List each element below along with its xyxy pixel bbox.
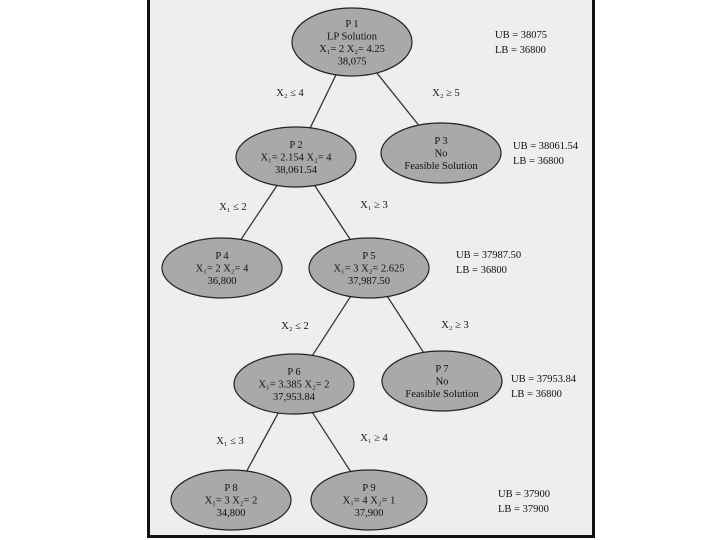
node-p5 <box>309 238 429 298</box>
node-text: LP Solution <box>326 31 378 43</box>
node-p2 <box>236 127 356 187</box>
node-text: 36,800 <box>207 276 237 287</box>
branch-constraint-label: X₁ ≤ 3 <box>216 436 244 447</box>
branch-constraint-label: X₁ ≤ 2 <box>219 202 247 213</box>
lower-bound-label: LB = 36800 <box>511 389 562 400</box>
node-title: P 1 <box>345 18 359 30</box>
edge-p1-p3 <box>377 73 419 125</box>
node-p7 <box>382 351 502 411</box>
branch-constraint-label: X₁ ≥ 4 <box>360 433 388 444</box>
node-title: P 3 <box>434 136 448 147</box>
node-text: 37,953.84 <box>273 392 315 403</box>
node-title: P 2 <box>289 140 303 151</box>
node-p3 <box>381 123 501 183</box>
node-text: 34,800 <box>216 508 246 519</box>
edge-p5-p7 <box>387 297 423 353</box>
node-text: 37,900 <box>354 508 384 519</box>
lower-bound-label: LB = 36800 <box>495 45 546 56</box>
edge-p5-p6 <box>312 297 350 356</box>
node-title: P 7 <box>435 364 449 375</box>
edge-p2-p5 <box>315 185 351 239</box>
node-text: No <box>434 148 448 160</box>
node-p8 <box>171 470 291 530</box>
node-text: 38,061.54 <box>275 165 317 176</box>
node-text: X₁= 3 X₂= 2.625 <box>333 263 405 275</box>
upper-bound-label: UB = 37987.50 <box>456 250 522 261</box>
node-text: Feasible Solution <box>404 161 478 172</box>
branch-constraint-label: X₂ ≤ 2 <box>281 321 309 332</box>
upper-bound-label: UB = 37953.84 <box>511 374 577 385</box>
lower-bound-label: LB = 36800 <box>513 156 564 167</box>
node-text: 38,075 <box>337 56 367 68</box>
node-p4 <box>162 238 282 298</box>
node-text: X₁= 2 X₂= 4 <box>195 263 249 275</box>
branch-constraint-label: X₂ ≥ 5 <box>432 88 460 99</box>
branch-constraint-label: X₁ ≥ 3 <box>360 200 388 211</box>
upper-bound-label: UB = 38075 <box>495 30 548 41</box>
node-text: 37,987.50 <box>348 276 390 287</box>
edge-p6-p8 <box>247 413 279 471</box>
lower-bound-label: LB = 36800 <box>456 265 507 276</box>
edge-p6-p9 <box>312 413 350 472</box>
node-p1 <box>292 8 412 76</box>
node-title: P 9 <box>362 483 376 494</box>
branch-constraint-label: X₂ ≥ 3 <box>441 320 469 331</box>
node-title: P 8 <box>224 483 238 494</box>
node-p6 <box>234 354 354 414</box>
upper-bound-label: UB = 37900 <box>498 489 551 500</box>
node-text: X₁= 3 X₂= 2 <box>204 495 258 507</box>
node-text: No <box>435 376 449 388</box>
node-text: X₁= 2.154 X₂= 4 <box>260 152 332 164</box>
edge-p1-p2 <box>310 75 336 128</box>
node-text: X₁= 2 X₂= 4.25 <box>319 43 385 55</box>
node-p9 <box>311 470 427 530</box>
node-title: P 5 <box>362 251 376 262</box>
node-title: P 6 <box>287 367 301 378</box>
node-text: X₁= 4 X₂= 1 <box>342 495 396 507</box>
branch-constraint-label: X₂ ≤ 4 <box>276 88 304 99</box>
upper-bound-label: UB = 38061.54 <box>513 141 579 152</box>
node-text: X₁= 3.385 X₂= 2 <box>258 379 330 391</box>
lower-bound-label: LB = 37900 <box>498 504 549 515</box>
node-title: P 4 <box>215 251 229 262</box>
node-text: Feasible Solution <box>405 389 479 400</box>
